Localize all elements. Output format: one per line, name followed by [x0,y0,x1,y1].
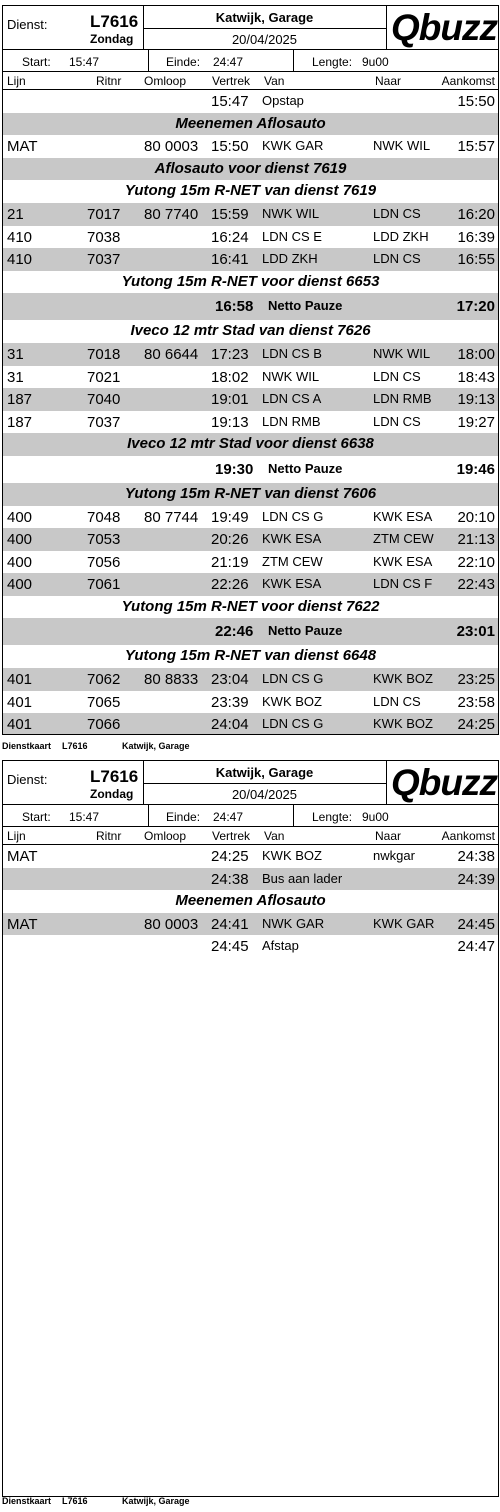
cell-naar: KWK GAR [373,915,435,931]
cell-ritnr: 7062 [87,671,121,689]
start-time: 15:47 [69,55,100,69]
cell-vertrek: 22:26 [211,576,249,594]
cell-van: LDN CS B [262,345,322,361]
start-label: Start: [22,55,51,69]
section-header: Meenemen Aflosauto [3,113,498,136]
section-header: Yutong 15m R-NET voor dienst 6653 [121,272,380,290]
cell-naar: ZTM CEW [373,531,434,547]
cell-aankomst: 23:25 [457,671,495,689]
cell-ritnr: 7056 [87,553,121,571]
cell-ritnr: 7038 [87,228,121,246]
cell-vertrek: 19:49 [211,508,249,526]
cell-naar: KWK ESA [373,508,433,524]
end-label: Einde: [166,810,201,824]
col-omloop: Omloop [144,74,187,88]
cell-vertrek: 19:01 [211,391,249,409]
cell-van: KWK BOZ [262,848,322,863]
cell-ritnr: 7040 [87,391,121,409]
cell-lijn: 31 [7,368,24,386]
pause-end: 19:46 [456,460,495,478]
footer-code: L7616 [62,1496,88,1506]
cell-vertrek: 15:50 [211,138,249,156]
cell-vertrek: 16:24 [211,228,249,246]
trip-row [3,343,498,366]
divider [386,6,387,49]
start-time: 15:47 [69,810,100,824]
duty-code: L7616 [90,12,139,31]
cell-vertrek: 17:23 [211,345,249,363]
cell-omloop: 80 0003 [144,915,199,933]
pause-start: 19:30 [215,460,254,478]
cell-aankomst: 19:13 [457,391,495,409]
cell-naar: LDN CS [373,251,421,267]
trip-row [3,411,498,434]
cell-van: Bus aan lader [262,870,343,886]
cell-aankomst: 21:13 [457,531,495,549]
col-vertrek: Vertrek [212,74,251,88]
end-label: Einde: [166,55,201,69]
section-header: Aflosauto voor dienst 7619 [3,158,498,181]
cell-lijn: MAT [7,915,38,933]
duty-day: Zondag [90,787,134,801]
cell-van: Afstap [262,938,299,954]
cell-vertrek: 24:04 [211,716,249,734]
cell-naar: LDN CS [373,693,421,709]
footer-code: L7616 [62,741,88,751]
cell-lijn: 410 [7,251,33,269]
cell-ritnr: 7017 [87,205,121,223]
cell-lijn: 31 [7,345,24,363]
footer-garage: Katwijk, Garage [122,741,190,751]
pause-end: 23:01 [456,623,495,641]
cell-naar: LDD ZKH [373,228,429,244]
cell-van: LDD ZKH [262,251,318,267]
trip-row [3,551,498,574]
dienst-label: Dienst: [7,17,48,32]
cell-vertrek: 23:04 [211,671,249,689]
cell-omloop: 80 6644 [144,345,199,363]
cell-aankomst: 23:58 [457,693,495,711]
trip-row [3,366,498,389]
depot-location: Katwijk, Garage [215,10,314,25]
cell-aankomst: 20:10 [457,508,495,526]
cell-ritnr: 7061 [87,576,121,594]
cell-naar: NWK WIL [373,138,431,154]
divider [386,761,387,804]
cell-van: KWK ESA [262,576,322,592]
divider [293,50,294,71]
cell-van: KWK BOZ [262,693,322,709]
cell-vertrek: 18:02 [211,368,249,386]
cell-lijn: 21 [7,205,24,223]
cell-van: NWK WIL [262,368,320,384]
cell-vertrek: 16:41 [211,251,249,269]
card-header [3,6,498,50]
cell-naar: KWK BOZ [373,671,433,687]
cell-lijn: 187 [7,391,33,409]
pause-row [3,293,498,320]
section-header: Yutong 15m R-NET van dienst 7619 [124,182,377,200]
cell-lijn: 401 [7,716,33,734]
section-header: Meenemen Aflosauto [175,892,326,910]
cell-ritnr: 7037 [87,413,121,431]
cell-ritnr: 7053 [87,531,121,549]
section-header: Yutong 15m R-NET van dienst 7606 [3,483,498,506]
cell-naar: LDN CS [373,413,421,429]
cell-van: LDN CS A [262,391,322,407]
divider [143,28,386,29]
pause-label: Netto Pauze [268,298,343,314]
cell-lijn: 401 [7,671,33,689]
col-ritnr: Ritnr [96,829,122,843]
end-time: 24:47 [213,810,244,824]
cell-ritnr: 7065 [87,693,121,711]
cell-naar: LDN CS [373,368,421,384]
page-2 [0,755,500,1512]
trip-row [3,226,498,249]
cell-aankomst: 19:27 [457,413,495,431]
col-naar: Naar [375,829,402,843]
section-header: Yutong 15m R-NET voor dienst 7622 [121,597,380,615]
col-lijn: Lijn [7,829,26,843]
trip-row [3,506,498,529]
cell-naar: KWK ESA [373,553,433,569]
section-header: Iveco 12 mtr Stad van dienst 7626 [130,322,371,340]
trip-row [3,713,498,735]
cell-lijn: 400 [7,553,33,571]
cell-vertrek: 19:13 [211,413,249,431]
cell-aankomst: 22:10 [457,553,495,571]
trip-list [3,845,498,958]
page-1 [0,0,500,754]
trip-row [3,691,498,714]
section-header: Yutong 15m R-NET van dienst 6648 [124,647,377,665]
column-headers [3,827,498,845]
cell-van: KWK ESA [262,531,322,547]
cell-vertrek: 24:25 [211,848,249,865]
length-label: Lengte: [312,55,353,69]
cell-vertrek: 24:41 [211,915,249,933]
column-headers [3,72,498,90]
cell-vertrek: 15:59 [211,205,249,223]
footer-label: Dienstkaart [2,741,52,751]
duty-card [2,5,499,735]
cell-aankomst: 24:45 [457,915,495,933]
end-time: 24:47 [213,55,244,69]
pause-end: 17:20 [456,298,495,316]
qbuzz-logo: Qbuzz [391,762,497,803]
cell-aankomst: 24:25 [457,716,495,734]
cell-aankomst: 16:55 [457,251,495,269]
cell-lijn: 410 [7,228,33,246]
col-van: Van [264,74,285,88]
col-omloop: Omloop [144,829,187,843]
footer-label: Dienstkaart [2,1496,52,1506]
col-ritnr: Ritnr [96,74,122,88]
cell-vertrek: 24:45 [211,938,249,956]
cell-van: NWK WIL [262,205,320,221]
col-aankomst: Aankomst [441,829,495,843]
cell-omloop: 80 7740 [144,205,199,223]
cell-aankomst: 16:39 [457,228,495,246]
cell-omloop: 80 7744 [144,508,199,526]
divider [148,50,149,71]
cell-aankomst: 22:43 [457,576,495,594]
cell-van: NWK GAR [262,915,325,931]
cell-van: LDN CS E [262,228,322,244]
cell-aankomst: 24:39 [457,870,495,888]
dienst-label: Dienst: [7,772,48,787]
col-vertrek: Vertrek [212,829,251,843]
cell-omloop: 80 0003 [144,138,199,156]
cell-naar: LDN RMB [373,391,432,407]
trip-row [3,248,498,271]
cell-vertrek: 23:39 [211,693,249,711]
duty-date: 20/04/2025 [231,32,298,47]
cell-van: LDN CS G [262,716,324,732]
divider [143,783,386,784]
col-lijn: Lijn [7,74,26,88]
cell-vertrek: 20:26 [211,531,249,549]
trip-row [3,573,498,596]
duty-day: Zondag [90,32,134,46]
trip-row [3,868,498,891]
divider [293,805,294,826]
cell-ritnr: 7066 [87,716,121,734]
trip-row [3,935,498,958]
cell-vertrek: 21:19 [211,553,249,571]
cell-naar: NWK WIL [373,345,431,361]
divider [148,805,149,826]
col-van: Van [264,829,285,843]
card-header [3,761,498,805]
cell-lijn: 187 [7,413,33,431]
pause-row [3,456,498,483]
cell-aankomst: 24:47 [457,938,495,956]
duty-length: 9u00 [362,55,389,69]
pause-row [3,618,498,645]
cell-naar: nwkgar [373,848,415,863]
pause-start: 22:46 [215,623,254,641]
duty-code: L7616 [90,767,139,786]
cell-naar: KWK BOZ [373,716,433,732]
cell-aankomst: 16:20 [457,205,495,223]
cell-van: Opstap [262,93,304,108]
trip-row [3,845,498,868]
trip-row [3,388,498,411]
cell-naar: LDN CS F [373,576,433,592]
pause-label: Netto Pauze [268,460,343,476]
duty-length: 9u00 [362,810,389,824]
cell-van: LDN RMB [262,413,321,429]
trip-row [3,528,498,551]
cell-van: KWK GAR [262,138,324,154]
col-naar: Naar [375,74,402,88]
cell-aankomst: 15:50 [457,93,495,110]
cell-van: ZTM CEW [262,553,323,569]
trip-row [3,913,498,936]
cell-lijn: 400 [7,508,33,526]
cell-ritnr: 7018 [87,345,121,363]
pause-label: Netto Pauze [268,623,343,639]
cell-aankomst: 18:00 [457,345,495,363]
trip-row [3,668,498,691]
depot-location: Katwijk, Garage [215,765,314,780]
cell-vertrek: 15:47 [211,93,249,110]
cell-lijn: MAT [7,138,38,156]
cell-omloop: 80 8833 [144,671,199,689]
cell-naar: LDN CS [373,205,421,221]
trip-row [3,90,498,113]
cell-van: LDN CS G [262,671,324,687]
cell-lijn: 400 [7,531,33,549]
cell-aankomst: 24:38 [457,848,495,865]
cell-ritnr: 7048 [87,508,121,526]
pause-start: 16:58 [215,298,254,316]
cell-vertrek: 24:38 [211,870,249,888]
cell-van: LDN CS G [262,508,324,524]
footer-garage: Katwijk, Garage [122,1496,190,1506]
cell-lijn: 400 [7,576,33,594]
cell-aankomst: 15:57 [457,138,495,156]
cell-ritnr: 7037 [87,251,121,269]
cell-aankomst: 18:43 [457,368,495,386]
cell-ritnr: 7021 [87,368,121,386]
qbuzz-logo: Qbuzz [391,7,497,48]
trip-list [3,90,498,735]
times-bar [3,805,498,827]
col-aankomst: Aankomst [441,74,495,88]
section-header: Iveco 12 mtr Stad voor dienst 6638 [3,433,498,456]
length-label: Lengte: [312,810,353,824]
duty-card [2,760,499,1497]
trip-row [3,135,498,158]
cell-lijn: 401 [7,693,33,711]
trip-row [3,203,498,226]
cell-lijn: MAT [7,848,38,865]
times-bar [3,50,498,72]
duty-date: 20/04/2025 [231,787,298,802]
start-label: Start: [22,810,51,824]
